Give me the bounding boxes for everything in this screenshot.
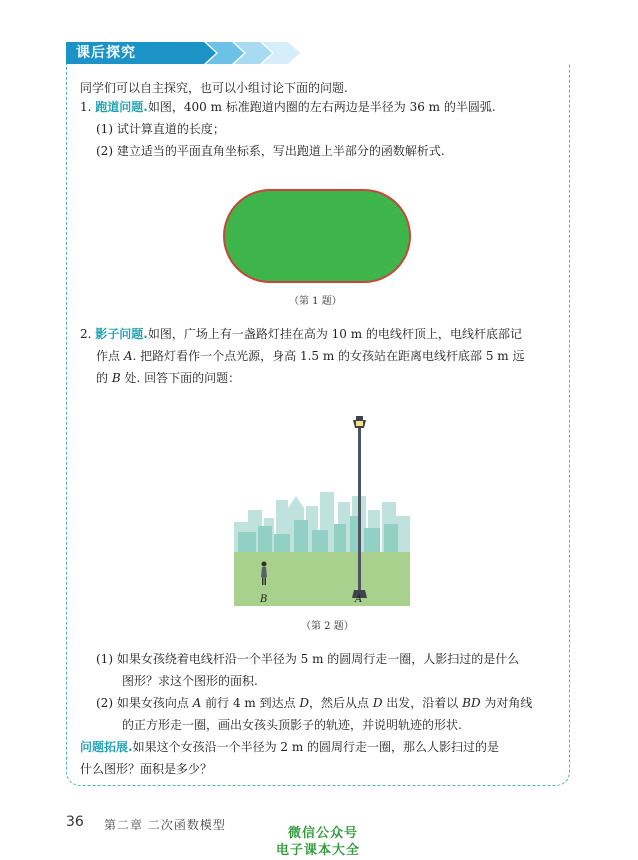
problem-1-text: 如图，400 m 标准跑道内圈的左右两边是半径为 36 m 的半圆弧. — [147, 100, 496, 114]
problem-1-number: 1. — [80, 100, 92, 114]
page-number: 36 — [66, 814, 84, 830]
problem-2-sub-1-line-2: 图形？求这个图形的面积. — [122, 674, 258, 688]
lamp-cap — [356, 416, 363, 420]
problem-2-sub-2-line-1 — [96, 695, 532, 711]
problem-2-line-3 — [96, 370, 240, 386]
text-fragment: 处. 回答下面的问题： — [120, 371, 241, 385]
extension-line-2: 什么图形？面积是多少？ — [80, 762, 213, 776]
extension-label: 问题拓展. — [80, 740, 133, 754]
watermark-line-2: 电子课本大全 — [276, 843, 361, 858]
text-fragment: 前行 4 m 到达点 — [201, 696, 300, 710]
problem-2-line-2 — [96, 348, 525, 364]
point-a-symbol: A — [123, 349, 133, 363]
text-fragment: 的 — [96, 371, 112, 385]
problem-1-label: 跑道问题. — [95, 100, 148, 114]
point-b-symbol: B — [111, 371, 121, 385]
lamp-light — [356, 421, 363, 426]
figure-1-caption: （第 1 题） — [289, 296, 342, 307]
problem-1-sub-2: (2) 建立适当的平面直角坐标系，写出跑道上半部分的函数解析式. — [96, 144, 445, 158]
problem-2-line-1 — [80, 326, 522, 342]
point-d-symbol: D — [372, 696, 383, 710]
point-a-symbol: A — [192, 696, 202, 710]
problem-1-heading — [80, 99, 496, 115]
intro-text: 同学们可以自主探究，也可以小组讨论下面的问题. — [80, 81, 348, 95]
watermark-line-1: 微信公众号 — [288, 826, 359, 841]
text-fragment: (2) 如果女孩向点 — [96, 696, 193, 710]
text-fragment: 作点 — [96, 349, 124, 363]
problem-2-label: 影子问题. — [95, 327, 148, 341]
section-title: 课后探究 — [76, 45, 136, 61]
chapter-title: 第二章 二次函数模型 — [104, 818, 226, 832]
street-lamp-figure — [234, 412, 410, 608]
text-fragment: . 把路灯看作一个点光源，身高 1.5 m 的女孩站在距离电线杆底部 5 m 远 — [132, 349, 525, 363]
figure-point-a-label: A — [355, 594, 363, 605]
figure-point-b-label: B — [260, 594, 268, 605]
lamp-pole — [358, 426, 361, 590]
problem-2-number: 2. — [80, 327, 92, 341]
text-fragment: 为对角线 — [480, 696, 533, 710]
point-d-symbol: D — [299, 696, 310, 710]
problem-2-sub-1-line-1: (1) 如果女孩绕着电线杆沿一个半径为 5 m 的圆周行走一圈，人影扫过的是什么 — [96, 652, 520, 666]
extension-text: 如果这个女孩沿一个半径为 2 m 的圆周行走一圈，那么人影扫过的是 — [132, 740, 500, 754]
problem-1-sub-1: (1) 试计算直道的长度； — [96, 122, 225, 136]
extension-line-1 — [80, 739, 499, 755]
figure-2-caption: （第 2 题） — [301, 621, 354, 632]
running-track-figure — [222, 188, 412, 284]
problem-2-sub-2-line-2: 的正方形走一圈，画出女孩头顶影子的轨迹，并说明轨迹的形状. — [122, 718, 462, 732]
problem-2-text-1: 如图，广场上有一盏路灯挂在高为 10 m 的电线杆顶上，电线杆底部记 — [147, 327, 522, 341]
text-fragment: ，然后从点 — [309, 696, 373, 710]
text-fragment: 出发，沿着以 — [382, 696, 463, 710]
segment-bd-symbol: BD — [462, 696, 481, 710]
running-track — [224, 190, 410, 282]
